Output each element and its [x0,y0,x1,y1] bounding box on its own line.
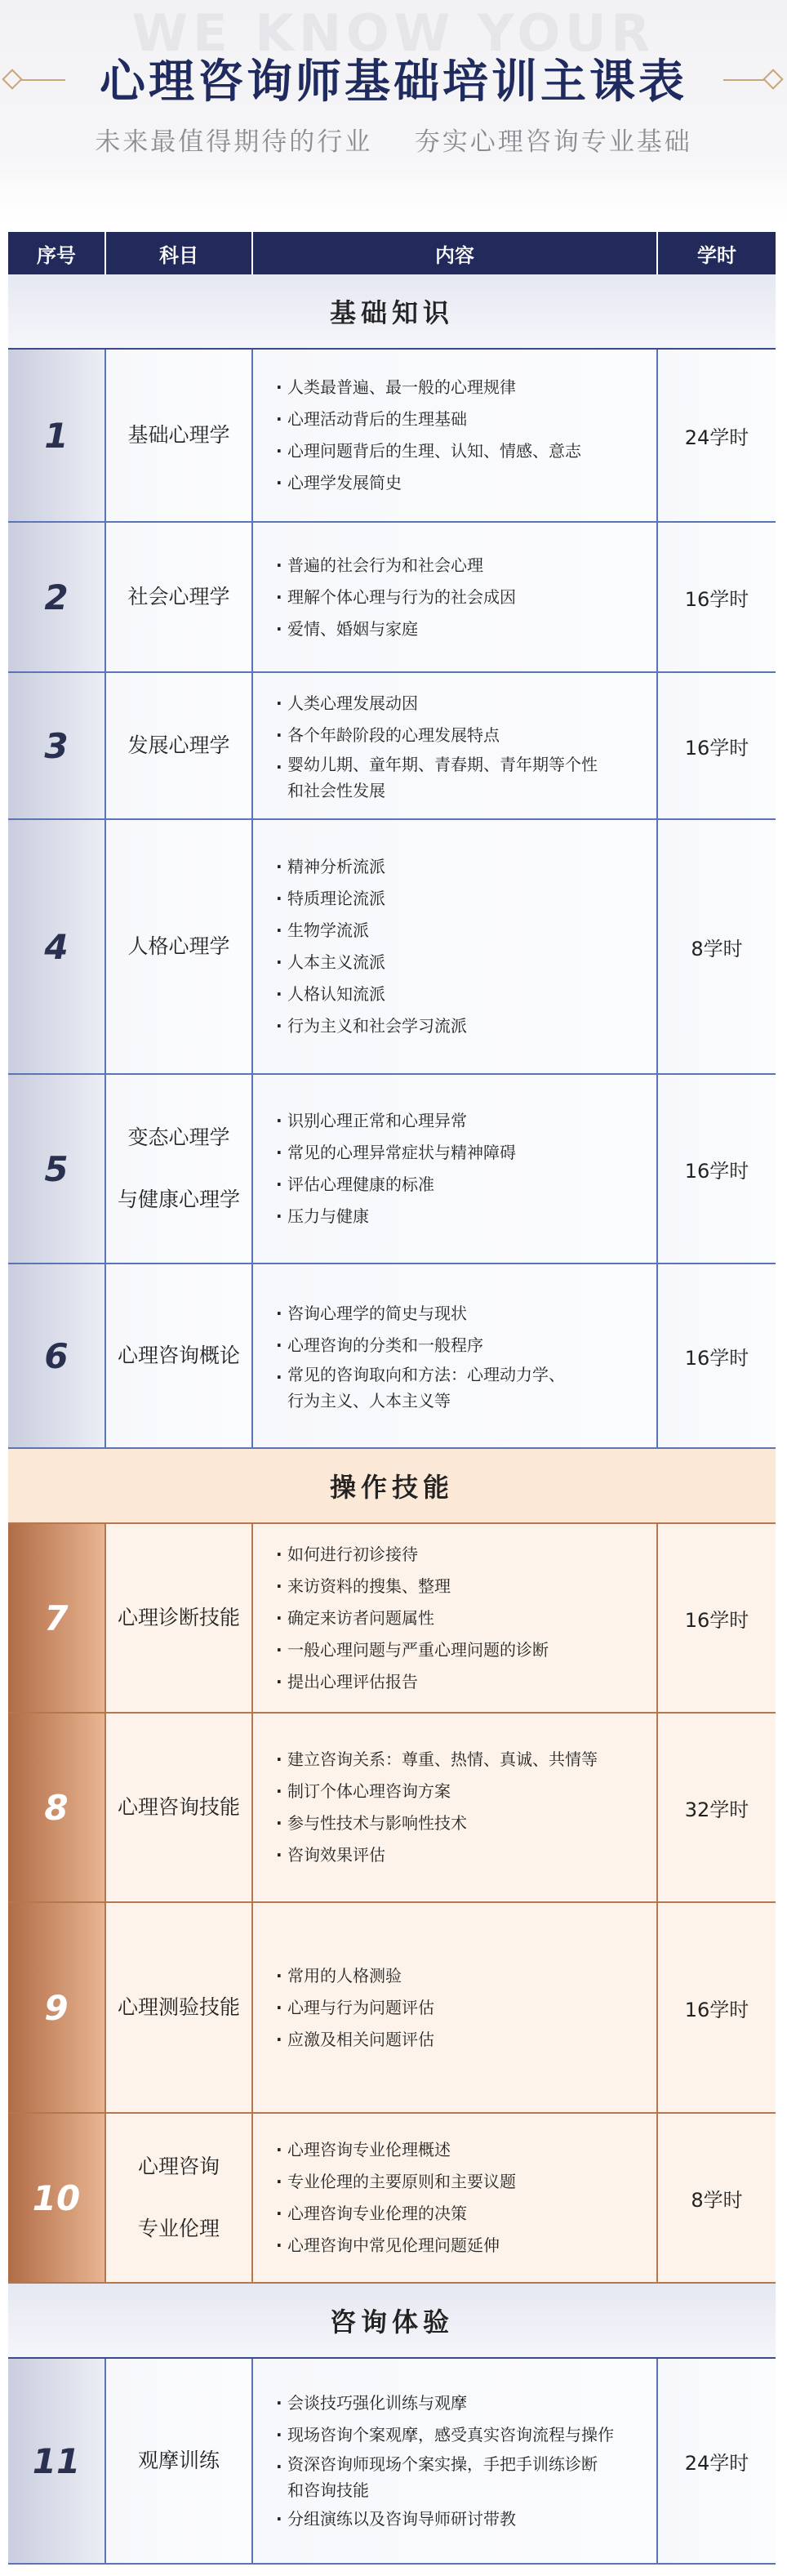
content-item: · 普遍的社会行为和社会心理 [276,550,516,582]
table-row [8,1524,776,1714]
content-item [276,751,598,804]
row-subject [106,523,253,671]
row-number: 11 [8,2359,106,2563]
subject-line: 观摩训练 [137,2449,220,2472]
row-number: 3 [8,673,106,818]
column-header-subject: 科目 [106,232,253,274]
content-item-line: 和社会性发展 [287,781,385,800]
content-item: · 人本主义流派 [276,947,467,978]
content-item: · 爱情、婚姻与家庭 [276,613,516,645]
row-hours: 16学时 [658,1264,776,1447]
row-content [253,2359,658,2563]
content-item-line: · 资深咨询师现场个案实操，手把手训练诊断 [287,2453,598,2474]
row-number: 2 [8,523,106,671]
row-content [253,1524,658,1712]
subject-line: 基础心理学 [127,423,230,447]
content-item: · 常见的心理异常症状与精神障碍 [276,1137,516,1169]
row-hours: 16学时 [658,1903,776,2112]
table-row [8,673,776,820]
content-list [276,851,467,1042]
section-header: 基础知识 [8,274,776,350]
row-number: 5 [8,1075,106,1263]
row-content [253,673,658,818]
content-item: · 特质理论流派 [276,883,467,915]
content-item: · 专业伦理的主要原则和主要议题 [276,2166,516,2198]
content-item: · 咨询心理学的简史与现状 [276,1298,565,1330]
content-item: · 心理咨询中常见伦理问题延伸 [276,2230,516,2262]
content-item: · 制订个体心理咨询方案 [276,1776,598,1807]
content-list [276,2387,614,2535]
content-item-line: · 婴幼儿期、童年期、青春期、青年期等个性 [287,755,598,774]
content-item: · 会谈技巧强化训练与观摩 [276,2387,614,2419]
row-hours: 8学时 [658,2114,776,2282]
content-list [276,1744,598,1871]
content-item: · 心理咨询的分类和一般程序 [276,1330,565,1362]
section-header: 操作技能 [8,1449,776,1524]
content-item: · 确定来访者问题属性 [276,1602,549,1634]
row-subject [106,2114,253,2282]
content-item: · 心理咨询专业伦理的决策 [276,2198,516,2230]
content-item: · 人类心理发展动因 [276,688,598,720]
row-subject [106,1714,253,1901]
content-list [276,688,598,804]
subject-line: 心理咨询 [137,2155,220,2178]
course-table [8,232,776,2565]
content-item: · 理解个体心理与行为的社会成因 [276,582,516,613]
subject-line: 与健康心理学 [117,1188,240,1211]
row-number: 6 [8,1264,106,1447]
content-item: · 应激及相关问题评估 [276,2024,434,2056]
row-hours: 16学时 [658,1075,776,1263]
table-row [8,1264,776,1449]
content-item: · 咨询效果评估 [276,1839,598,1871]
row-subject [106,1524,253,1712]
row-hours: 24学时 [658,350,776,521]
row-hours: 16学时 [658,673,776,818]
content-item: · 精神分析流派 [276,851,467,883]
content-list [276,1960,434,2056]
content-item: · 来访资料的搜集、整理 [276,1571,549,1602]
table-row [8,1714,776,1903]
row-subject [106,1264,253,1447]
content-list [276,550,516,645]
subject-line: 专业伦理 [137,2217,220,2240]
table-row [8,2359,776,2565]
row-content [253,1714,658,1901]
row-number: 4 [8,820,106,1073]
table-row [8,1903,776,2114]
content-item [276,2451,614,2503]
subject-line: 变态心理学 [127,1125,230,1149]
subject-line: 社会心理学 [127,585,230,608]
table-row [8,1075,776,1264]
content-item: · 行为主义和社会学习流派 [276,1010,467,1042]
content-list [276,1298,565,1414]
content-item: · 提出心理评估报告 [276,1666,549,1698]
row-hours: 16学时 [658,1524,776,1712]
subject-line: 心理咨询概论 [117,1344,240,1367]
row-content [253,1903,658,2112]
content-item: · 各个年龄阶段的心理发展特点 [276,720,598,751]
row-content [253,523,658,671]
content-item: · 人格认知流派 [276,978,467,1010]
content-item: · 如何进行初诊接待 [276,1539,549,1571]
content-list [276,372,581,499]
content-item: · 心理与行为问题评估 [276,1992,434,2024]
page-title: 心理咨询师基础培训主课表 [100,56,687,109]
content-list [276,2134,516,2262]
row-hours: 8学时 [658,820,776,1073]
content-item: · 现场咨询个案观摩，感受真实咨询流程与操作 [276,2419,614,2451]
table-header-row [8,232,776,274]
column-header-number: 序号 [8,232,106,274]
header-watermark: WE KNOW YOUR [131,3,656,52]
subject-line: 发展心理学 [127,733,230,757]
row-number: 1 [8,350,106,521]
content-list [276,1105,516,1232]
row-content [253,820,658,1073]
column-header-content: 内容 [253,232,658,274]
table-row [8,350,776,523]
table-row [8,523,776,673]
content-item-line: 和咨询技能 [287,2480,369,2500]
content-item-line: 行为主义、人本主义等 [287,1391,451,1411]
content-item: · 参与性技术与影响性技术 [276,1807,598,1839]
row-subject [106,1075,253,1263]
content-item: · 建立咨询关系：尊重、热情、真诚、共情等 [276,1744,598,1776]
content-item-line: · 常见的咨询取向和方法：心理动力学、 [287,1365,565,1384]
row-hours: 32学时 [658,1714,776,1901]
row-subject [106,2359,253,2563]
subject-line: 心理咨询技能 [117,1795,240,1819]
content-item: · 人类最普遍、最一般的心理规律 [276,372,581,403]
row-subject [106,1903,253,2112]
content-item: · 识别心理正常和心理异常 [276,1105,516,1137]
content-item: · 心理学发展简史 [276,467,581,499]
subject-line: 心理测验技能 [117,1995,240,2019]
content-item: · 心理活动背后的生理基础 [276,403,581,435]
page-header [0,0,787,221]
row-content [253,1075,658,1263]
content-item: · 心理咨询专业伦理概述 [276,2134,516,2166]
content-item: · 压力与健康 [276,1201,516,1232]
table-row [8,820,776,1075]
content-item: · 生物学流派 [276,915,467,947]
row-content [253,1264,658,1447]
content-item: · 分组演练以及咨询导师研讨带教 [276,2503,614,2535]
row-subject [106,673,253,818]
row-subject [106,350,253,521]
subject-line: 人格心理学 [127,934,230,958]
row-content [253,2114,658,2282]
table-body [8,274,776,2565]
row-number: 9 [8,1903,106,2112]
row-subject [106,820,253,1073]
row-content [253,350,658,521]
row-number: 10 [8,2114,106,2282]
section-header: 咨询体验 [8,2284,776,2359]
content-item: · 常用的人格测验 [276,1960,434,1992]
page-subtitle: 未来最值得期待的行业 夯实心理咨询专业基础 [95,127,692,157]
content-item [276,1362,565,1414]
row-hours: 24学时 [658,2359,776,2563]
content-item: · 评估心理健康的标准 [276,1169,516,1201]
column-header-hours: 学时 [697,243,736,267]
content-list [276,1539,549,1698]
subject-line: 心理诊断技能 [117,1606,240,1629]
content-item: · 一般心理问题与严重心理问题的诊断 [276,1634,549,1666]
row-number: 8 [8,1714,106,1901]
table-row [8,2114,776,2284]
row-number: 7 [8,1524,106,1712]
row-hours: 16学时 [658,523,776,671]
content-item: · 心理问题背后的生理、认知、情感、意志 [276,435,581,467]
